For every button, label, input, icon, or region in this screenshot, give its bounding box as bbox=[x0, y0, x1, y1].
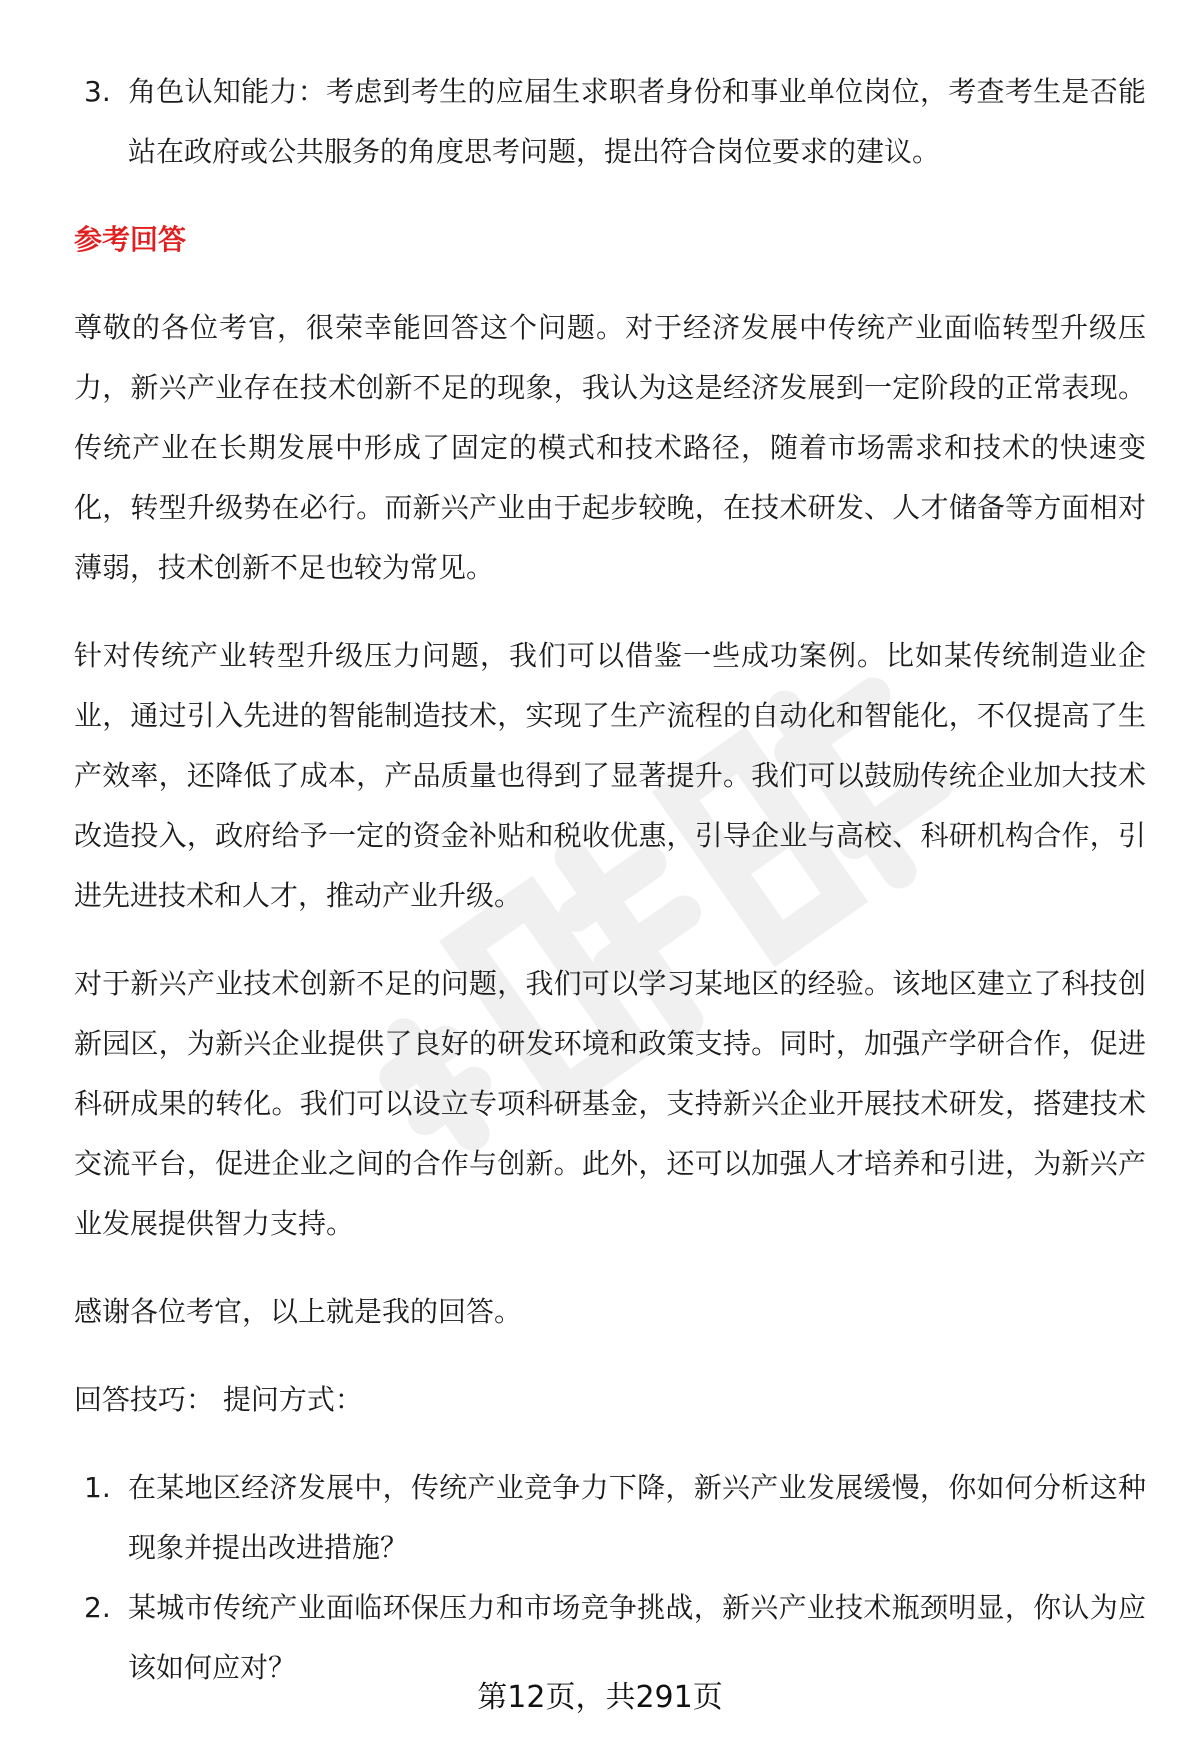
list-item-text: 某城市传统产业面临环保压力和市场竞争挑战，新兴产业技术瓶颈明显，你认为应该如何应对？ bbox=[128, 1591, 1146, 1684]
section-heading: 参考回答 bbox=[74, 223, 187, 256]
list-item bbox=[74, 1458, 1146, 1578]
content-area bbox=[74, 62, 1146, 1698]
list-item-number: 2. bbox=[84, 1591, 111, 1624]
page-footer: 第12页，共291页 bbox=[477, 1680, 723, 1715]
tips-label: 回答技巧： 提问方式： bbox=[74, 1383, 363, 1416]
list-item bbox=[74, 62, 1146, 182]
answer-paragraph-traditional: 针对传统产业转型升级压力问题，我们可以借鉴一些成功案例。比如某传统制造业企业，通过引入先进的智能制造技术，实现了生产流程的自动化和智能化，不仅提高了生产效率，还降低了成本，产品质量也得到了显著提升。我们可以鼓励传统企业加大技术改造投入，政府给予一定的资金补贴和税收优惠，引导企业与高校、科研机构合作，引进先进技术和人才，推动产业升级。 bbox=[74, 639, 1146, 912]
answer-paragraph-intro: 尊敬的各位考官，很荣幸能回答这个问题。对于经济发展中传统产业面临转型升级压力，新兴产业存在技术创新不足的现象，我认为这是经济发展到一定阶段的正常表现。传统产业在长期发展中形成了固定的模式和技术路径，随着市场需求和技术的快速变化，转型升级势在必行。而新兴产业由于起步较晚，在技术研发、人才储备等方面相对薄弱，技术创新不足也较为常见。 bbox=[74, 311, 1146, 584]
list-item-text: 在某地区经济发展中，传统产业竞争力下降，新兴产业发展缓慢，你如何分析这种现象并提出改进措施？ bbox=[128, 1471, 1146, 1564]
answer-paragraph-closing: 感谢各位考官，以上就是我的回答。 bbox=[74, 1295, 523, 1328]
criteria-list bbox=[74, 62, 1146, 182]
list-item-number: 1. bbox=[84, 1471, 111, 1504]
answer-paragraph-emerging: 对于新兴产业技术创新不足的问题，我们可以学习某地区的经验。该地区建立了科技创新园区，为新兴企业提供了良好的研发环境和政策支持。同时，加强产学研合作，促进科研成果的转化。我们可以设立专项科研基金，支持新兴企业开展技术研发，搭建技术交流平台，促进企业之间的合作与创新。此外，还可以加强人才培养和引进，为新兴产业发展提供智力支持。 bbox=[74, 967, 1146, 1240]
list-item-number: 3. bbox=[84, 75, 111, 108]
list-item-text: 角色认知能力：考虑到考生的应届生求职者身份和事业单位岗位，考查考生是否能站在政府或公共服务的角度思考问题，提出符合岗位要求的建议。 bbox=[128, 75, 1146, 168]
question-list bbox=[74, 1458, 1146, 1698]
